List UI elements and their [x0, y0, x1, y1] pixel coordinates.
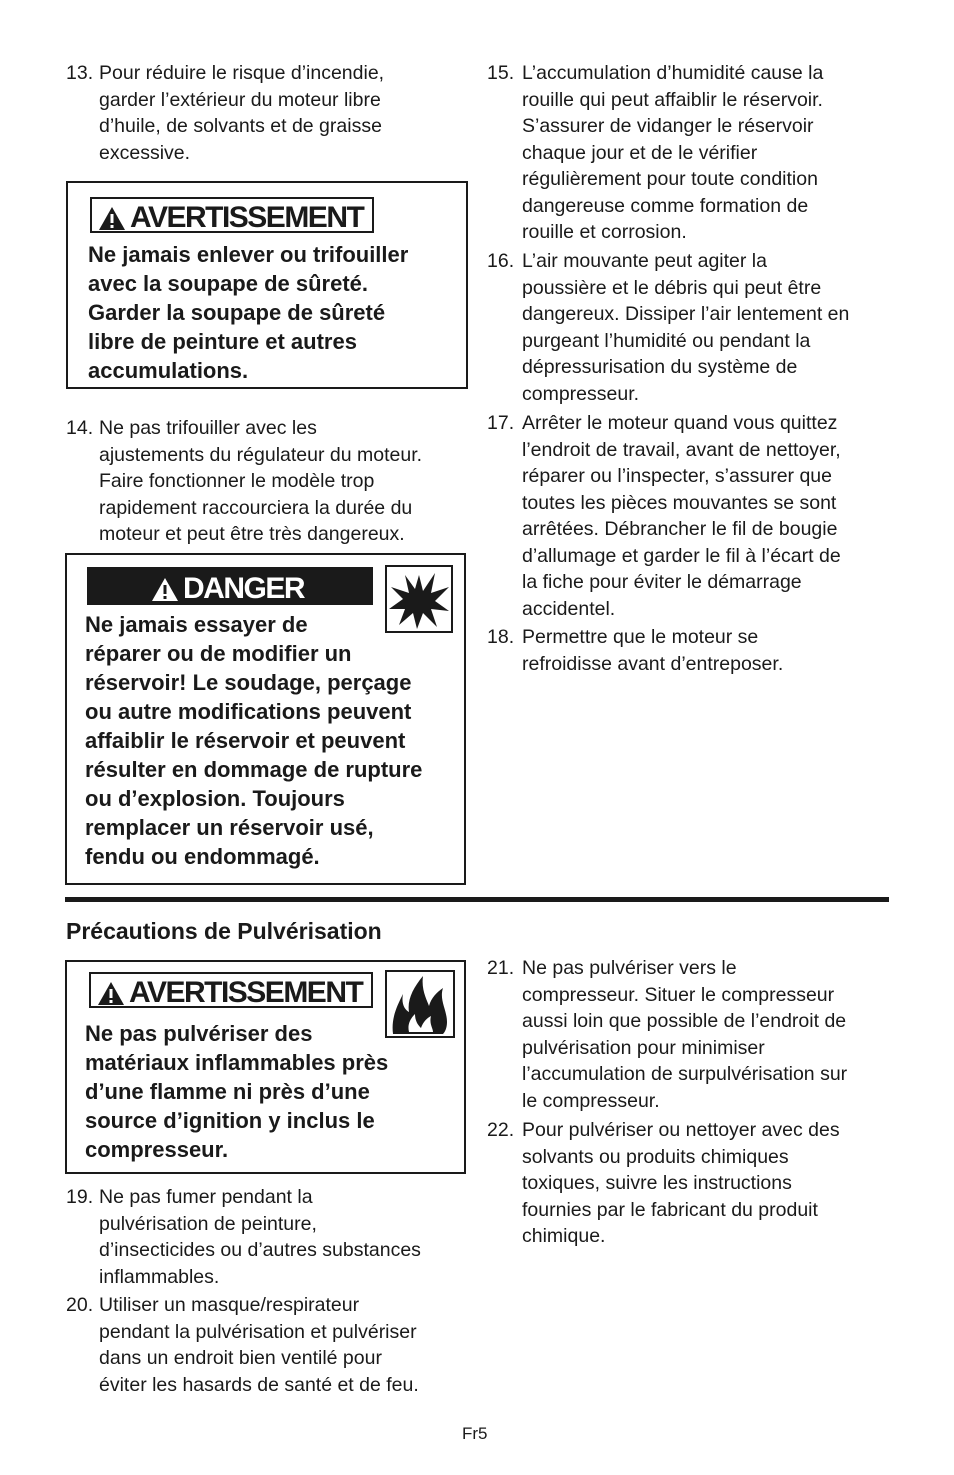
item-number: 13.	[66, 62, 94, 84]
list-item-21	[487, 955, 907, 1114]
danger-box	[65, 553, 466, 885]
list-item-18	[487, 624, 907, 677]
list-item-15	[487, 60, 907, 246]
warning-signal-text: AVERTISSEMENT	[129, 976, 363, 1010]
item-number: 19.	[66, 1186, 94, 1208]
danger-signal-text: DANGER	[183, 572, 305, 606]
item-number: 22.	[487, 1119, 515, 1141]
warning-box	[66, 181, 468, 389]
warning-box-spray	[65, 960, 466, 1174]
item-number: 18.	[487, 626, 515, 648]
list-item-13	[66, 60, 466, 166]
section-divider	[65, 897, 889, 902]
section-title: Précautions de Pulvérisation	[66, 918, 382, 944]
warning-signal-word	[89, 972, 373, 1008]
page-number: Fr5	[462, 1424, 488, 1443]
warning-signal-word	[90, 197, 374, 233]
list-item-16	[487, 248, 907, 407]
warning-triangle-icon	[97, 981, 125, 1006]
item-text: Permettre que le moteur se refroidisse avant d’entreposer.	[522, 626, 784, 675]
item-number: 14.	[66, 417, 94, 439]
warning-triangle-icon	[151, 577, 179, 602]
warning-text: Ne jamais enlever ou trifouiller avec la soupape de sûreté. Garder la soupape de sûreté libre de peinture et autres accumulations.	[88, 242, 409, 383]
list-item-20	[66, 1292, 466, 1398]
item-text: L’air mouvante peut agiter la poussière et le débris qui peut être dangereux. Dissiper l’air lentement en purgeant l’humidité ou pendant la dépressurisation du système de compresseur.	[522, 250, 850, 405]
warning-signal-text: AVERTISSEMENT	[130, 201, 364, 235]
list-item-19	[66, 1184, 466, 1290]
danger-signal-word	[87, 567, 373, 605]
item-number: 20.	[66, 1294, 94, 1316]
item-number: 15.	[487, 62, 515, 84]
item-text: L’accumulation d’humidité cause la rouille qui peut affaiblir le réservoir. S’assurer de vidanger le réservoir chaque jour et de le vérifier régulièrement pour toute condition dangereuse comme formation de rouille et corrosion.	[522, 62, 824, 243]
item-text: Ne pas trifouiller avec les ajustements du régulateur du moteur. Faire fonctionner le modèle trop rapidement raccourciera la durée du moteur et peut être très dangereux.	[99, 417, 423, 545]
item-number: 21.	[487, 957, 515, 979]
warning-triangle-icon	[98, 206, 126, 231]
danger-text: Ne jamais essayer de réparer ou de modifier un réservoir! Le soudage, perçage ou autre modifications peuvent affaiblir le réservoir et peuvent résulter en dommage de rupture ou d’explosion. Toujours remplacer un réservoir usé, fendu ou endommagé.	[85, 612, 423, 869]
list-item-17	[487, 410, 907, 622]
item-text: Pour pulvériser ou nettoyer avec des solvants ou produits chimiques toxiques, suivre les instructions fournies par le fabricant du produit chimique.	[522, 1119, 840, 1247]
item-text: Ne pas pulvériser vers le compresseur. Situer le compresseur aussi loin que possible de l’endroit de pulvérisation pour minimiser l’accumulation de surpulvérisation sur le compresseur.	[522, 957, 848, 1112]
item-text: Utiliser un masque/respirateur pendant la pulvérisation et pulvériser dans un endroit bien ventilé pour éviter les hasards de santé et de feu.	[99, 1294, 419, 1396]
item-text: Arrêter le moteur quand vous quittez l’endroit de travail, avant de nettoyer, réparer ou l’inspecter, s’assurer que toutes les pièces mouvantes se sont arrêtées. Débrancher le fil de bougie d’allumage et garder le fil à l’écart de la fiche pour éviter le démarrage accidentel.	[522, 412, 841, 620]
item-text: Ne pas fumer pendant la pulvérisation de peinture, d’insecticides ou d’autres substances inflammables.	[99, 1186, 421, 1288]
item-number: 17.	[487, 412, 515, 434]
list-item-22	[487, 1117, 907, 1250]
item-number: 16.	[487, 250, 515, 272]
list-item-14	[66, 415, 466, 548]
warning-text: Ne pas pulvériser des matériaux inflammables près d’une flamme ni près d’une source d’ignition y inclus le compresseur.	[85, 1021, 389, 1162]
item-text: Pour réduire le risque d’incendie, garder l’extérieur du moteur libre d’huile, de solvants et de graisse excessive.	[99, 62, 385, 164]
